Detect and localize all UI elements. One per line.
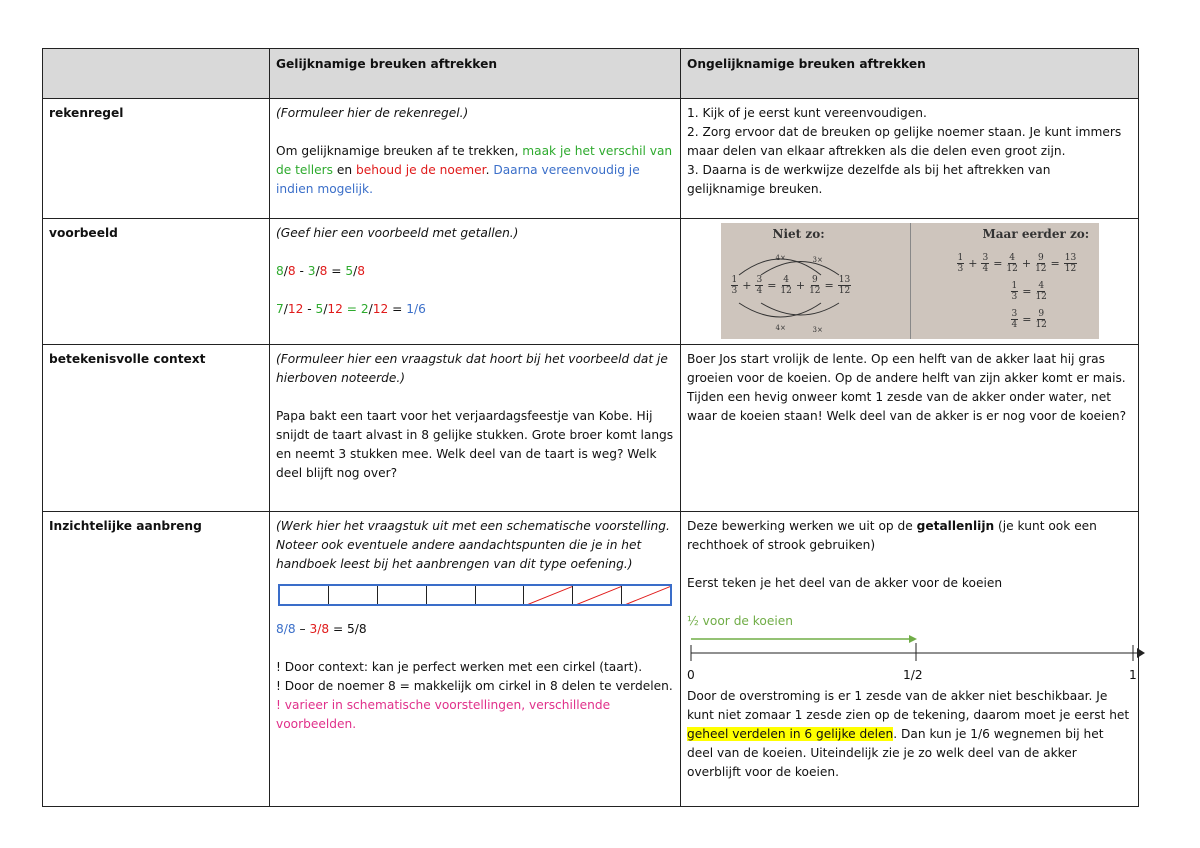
photo-title-right: Maar eerder zo: <box>982 227 1090 241</box>
strip-equation: 8/8 – 3/8 = 5/8 <box>276 622 367 636</box>
hint-rekenregel: (Formuleer hier de rekenregel.) <box>276 106 469 120</box>
fractions-table <box>42 48 1139 807</box>
cell-voorbeeld-right <box>681 219 1139 345</box>
label-context: betekenisvolle context <box>43 345 270 512</box>
arrow-label: ½ voor de koeien <box>687 614 793 628</box>
textbook-photo: Niet zo: Maar eerder zo: 4× 3× 4× 3× $\frac{1}{3}$ + $\frac{3}{4}$ = $\frac{4}{12}$ + $\frac{9}{12}$ = $\frac{13}{12}$ $\frac{1}{3}$ + $\frac{3}{4}$ = $\frac{4}{12}$ + $\frac{9}{12}$ = $\frac{13}{12}$ $\frac{1}{3}$ = $\frac{4}{12}$ $\frac{3}{4}$ = $\frac{9}{12}$ <box>721 223 1099 339</box>
step-1: 1. Kijk of je eerst kunt vereenvoudigen. <box>687 106 927 120</box>
number-line <box>687 635 1137 693</box>
strip-part <box>427 586 476 604</box>
fraction-strip <box>278 584 672 606</box>
row-voorbeeld <box>43 219 1139 345</box>
header-ongelijknamig: Ongelijknamige breuken aftrekken <box>681 49 1139 99</box>
row-rekenregel <box>43 99 1139 219</box>
numberline-explanation: Door de overstroming is er 1 zesde van de akker niet beschikbaar. Je kunt niet zomaar 1 zesde zien op de tekening, daarom moet je eerst het geheel verdelen in 6 gelijke delen. Dan kun je 1/6 wegnemen bij het deel van de koeien. Uiteindelijk zie je zo welk deel van de akker overblijft voor de koeien. <box>687 689 1130 779</box>
strip-part <box>280 586 329 604</box>
cell-aanbreng-right <box>681 512 1139 807</box>
cell-context-right <box>681 345 1139 512</box>
strip-part-removed <box>573 586 622 604</box>
wrong-equation: $\frac{1}{3}$ + $\frac{3}{4}$ = $\frac{4}{12}$ + $\frac{9}{12}$ = $\frac{13}{12}$ <box>731 275 851 296</box>
cell-voorbeeld-left <box>270 219 681 345</box>
context-right-text: Boer Jos start vrolijk de lente. Op een helft van de akker laat hij gras groeien voor de koeien. Op de andere helft van zijn akker komt er mais. Tijden een hevig onweer komt 1 zesde van de akker onder water, net waar de koeien staan! Welk deel van de akker is er nog voor de koeien? <box>687 352 1127 423</box>
cell-aanbreng-left <box>270 512 681 807</box>
label-aanbreng: Inzichtelijke aanbreng <box>43 512 270 807</box>
conversion-2: $\frac{3}{4}$ = $\frac{9}{12}$ <box>1011 309 1047 330</box>
numberline-intro: Deze bewerking werken we uit op de getallenlijn (je kunt ook een rechthoek of strook gebruiken) <box>687 519 1097 552</box>
tick-0: 0 <box>687 668 695 682</box>
strip-part-removed <box>622 586 670 604</box>
strip-part <box>378 586 427 604</box>
strip-part <box>476 586 525 604</box>
header-row <box>43 49 1139 99</box>
conversion-1: $\frac{1}{3}$ = $\frac{4}{12}$ <box>1011 281 1047 302</box>
example-1: 8/8 - 3/8 = 5/8 <box>276 264 366 278</box>
rule-text: Om gelijknamige breuken af te trekken, maak je het verschil van de tellers en behoud je de noemer. Daarna vereenvoudig je indien mogelijk. <box>276 144 673 196</box>
numberline-step1: Eerst teken je het deel van de akker voor de koeien <box>687 576 1003 590</box>
photo-title-left: Niet zo: <box>772 227 825 241</box>
row-aanbreng <box>43 512 1139 807</box>
context-left-text: Papa bakt een taart voor het verjaardagsfeestje van Kobe. Hij snijdt de taart alvast in 8 gelijke stukken. Grote broer komt langs en neemt 3 stukken mee. Welk deel van de taart is weg? Welk deel blijft nog over? <box>276 409 674 480</box>
strip-part-removed <box>524 586 573 604</box>
hint-voorbeeld: (Geef hier een voorbeeld met getallen.) <box>276 226 519 240</box>
step-2: 2. Zorg ervoor dat de breuken op gelijke noemer staan. Je kunt immers maar delen van elkaar aftrekken als die delen even groot zijn. <box>687 125 1122 158</box>
hint-context: (Formuleer hier een vraagstuk dat hoort bij het voorbeeld dat je hierboven noteerde.) <box>276 352 668 385</box>
strip-part <box>329 586 378 604</box>
hint-aanbreng: (Werk hier het vraagstuk uit met een schematische voorstelling. Noteer ook eventuele andere aandachtspunten die je in het handboek leest bij het aanbrengen van dit type oefening.) <box>276 519 670 571</box>
note-2: ! Door de noemer 8 = makkelijk om cirkel in 8 delen te verdelen. <box>276 679 673 693</box>
row-context <box>43 345 1139 512</box>
cell-context-left <box>270 345 681 512</box>
step-3: 3. Daarna is de werkwijze dezelfde als bij het aftrekken van gelijknamige breuken. <box>687 163 1051 196</box>
label-voorbeeld: voorbeeld <box>43 219 270 345</box>
note-3: ! varieer in schematische voorstellingen, verschillende voorbeelden. <box>276 698 611 731</box>
cell-rekenregel-right <box>681 99 1139 219</box>
header-empty-cell <box>43 49 270 99</box>
label-rekenregel: rekenregel <box>43 99 270 219</box>
cell-rekenregel-left <box>270 99 681 219</box>
header-gelijknamig: Gelijknamige breuken aftrekken <box>270 49 681 99</box>
right-equation: $\frac{1}{3}$ + $\frac{3}{4}$ = $\frac{4}{12}$ + $\frac{9}{12}$ = $\frac{13}{12}$ <box>957 253 1077 274</box>
tick-1: 1 <box>1129 668 1137 682</box>
tick-half: 1/2 <box>903 668 923 682</box>
note-1: ! Door context: kan je perfect werken met een cirkel (taart). <box>276 660 643 674</box>
example-2: 7/12 - 5/12 = 2/12 = 1/6 <box>276 302 426 316</box>
